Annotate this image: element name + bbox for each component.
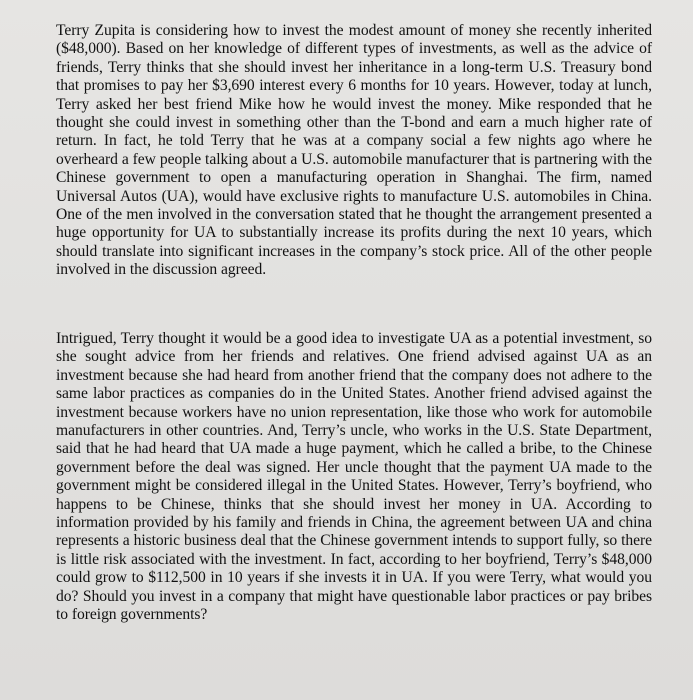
paragraph-scenario: Terry Zupita is considering how to invest the modest amount of money she recently inherited ($48,000). Based on her knowledge of different types of investments, as well as the advice of friends, Terry thinks that she should invest her inheritance in a long-term U.S. Treasury bond that promises to pay her $3,690 interest every 6 months for 10 years. However, today at lunch, Terry asked her best friend Mike how he would invest the money. Mike responded that he thought she could invest in something other than the T-bond and earn a much higher rate of return. In fact, he told Terry that he was at a company social a few nights ago where he overheard a few people talking about a U.S. automobile manufacturer that is partnering with the Chinese government to open a manufacturing operation in Shanghai. The firm, named Universal Autos (UA), would have exclusive rights to manufacture U.S. automobiles in China. One of the men involved in the conversation stated that he thought the arrangement presented a huge opportunity for UA to substantially increase its profits during the next 10 years, which should translate into significant increases in the company’s stock price. All of the other people involved in the discussion agreed. — [56, 22, 652, 279]
paragraph-advice-and-question: Intrigued, Terry thought it would be a good idea to investigate UA as a potential investment, so she sought advice from her friends and relatives. One friend advised against UA as an investment because she had heard from another friend that the company does not adhere to the same labor practices as companies do in the United States. Another friend advised against the investment because workers have no union representation, like those who work for automobile manufacturers in other countries. And, Terry’s uncle, who works in the U.S. State Department, said that he had heard that UA made a huge payment, which he called a bribe, to the Chinese government before the deal was signed. Her uncle thought that the payment UA made to the government might be considered illegal in the United States. However, Terry’s boyfriend, who happens to be Chinese, thinks that she should invest her money in UA. According to information provided by his family and friends in China, the agreement between UA and china represents a historic business deal that the Chinese government intends to support fully, so there is little risk associated with the investment. In fact, according to her boyfriend, Terry’s $48,000 could grow to $112,500 in 10 years if she invests it in UA. If you were Terry, what would you do? Should you invest in a company that might have questionable labor practices or pay bribes to foreign governments? — [56, 330, 652, 624]
